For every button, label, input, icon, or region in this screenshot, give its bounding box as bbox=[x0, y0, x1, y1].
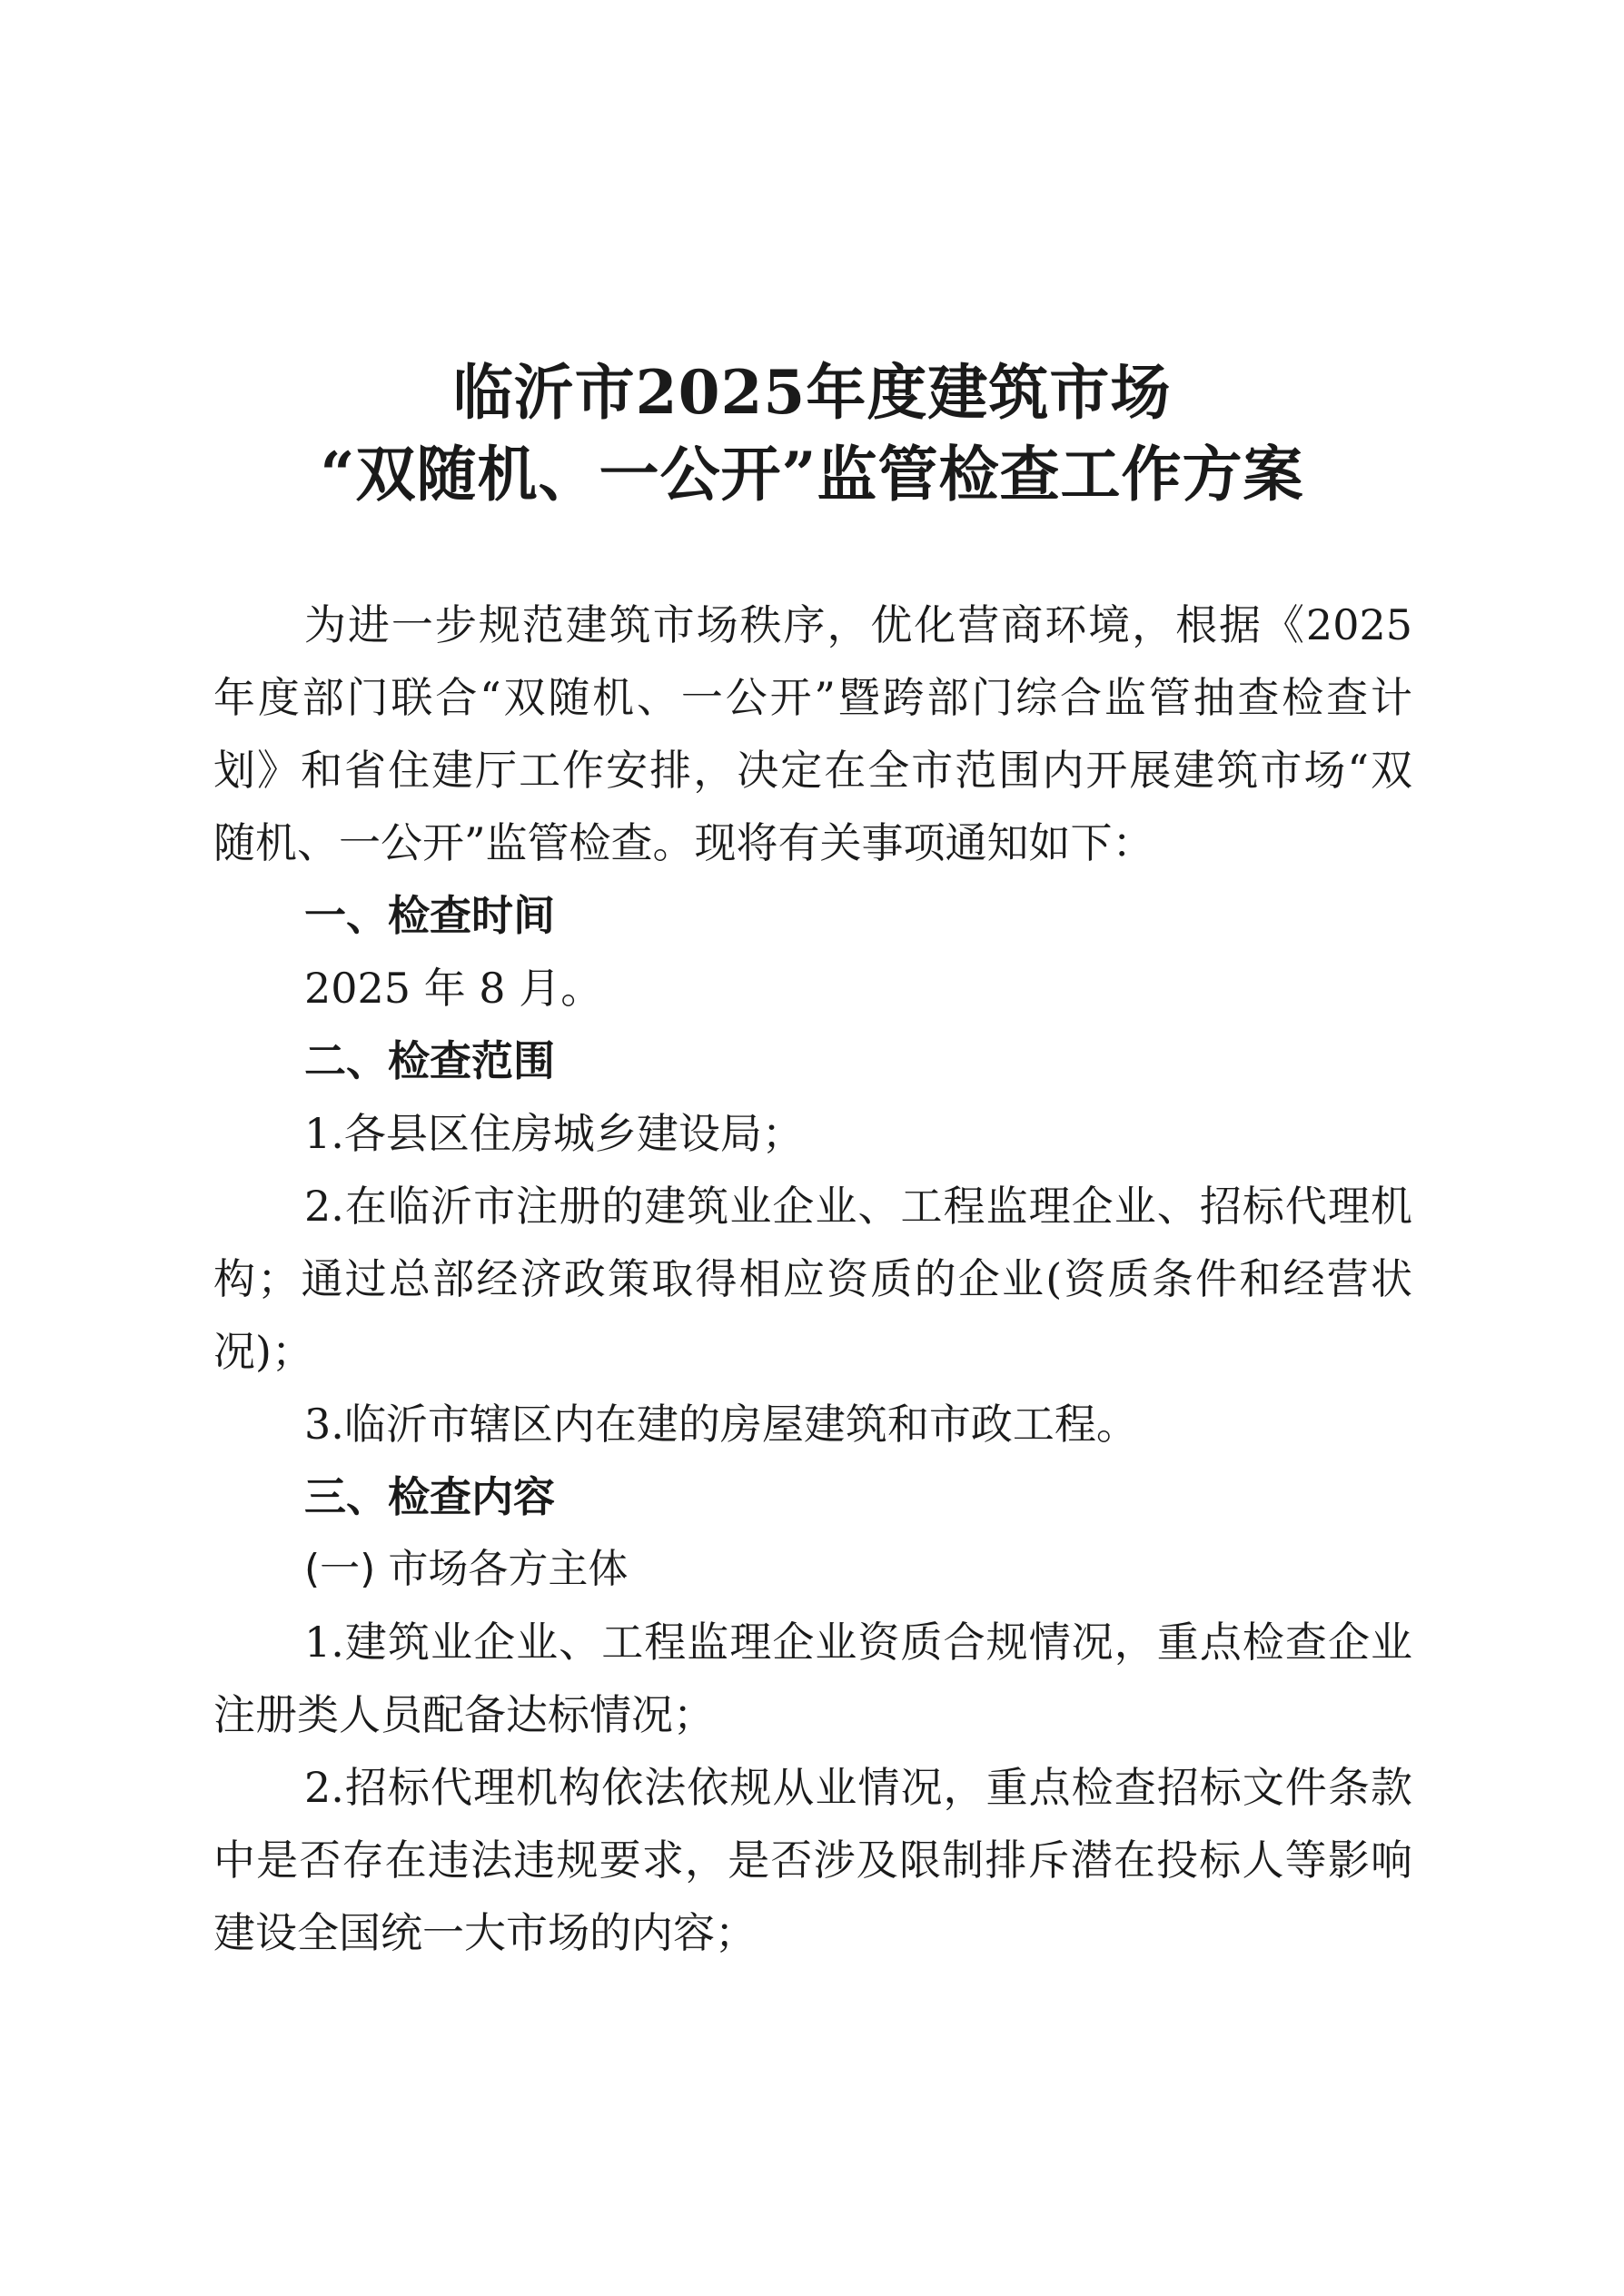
section-2-item-3: 3.临沂市辖区内在建的房屋建筑和市政工程。 bbox=[304, 1400, 1138, 1449]
intro-line-4: 随机、一公开”监管检查。现将有关事项通知如下： bbox=[213, 818, 1154, 867]
section-2-item-2-line-2: 构；通过总部经济政策取得相应资质的企业(资质条件和经营状 bbox=[213, 1254, 1412, 1303]
section-3-item-1-line-1: 1.建筑业企业、工程监理企业资质合规情况，重点检查企业 bbox=[304, 1618, 1412, 1667]
intro-line-1: 为进一步规范建筑市场秩序，优化营商环境，根据《2025 bbox=[304, 600, 1412, 649]
section-2-item-1: 1.各县区住房城乡建设局； bbox=[304, 1109, 804, 1158]
section-1-heading: 一、检查时间 bbox=[304, 891, 555, 940]
section-3-item-2-line-1: 2.招标代理机构依法依规从业情况，重点检查招标文件条款 bbox=[304, 1763, 1412, 1812]
intro-line-3: 划》和省住建厅工作安排，决定在全市范围内开展建筑市场“双 bbox=[213, 746, 1412, 795]
section-1-content: 2025 年 8 月。 bbox=[304, 964, 603, 1013]
section-2-item-2-line-1: 2.在临沂市注册的建筑业企业、工程监理企业、招标代理机 bbox=[304, 1182, 1412, 1231]
section-2-item-2-line-3: 况)； bbox=[213, 1327, 313, 1376]
section-3-heading: 三、检查内容 bbox=[304, 1472, 555, 1521]
section-3-item-2-line-3: 建设全国统一大市场的内容； bbox=[213, 1908, 757, 1957]
document-title-line-2: “双随机、一公开”监管检查工作方案 bbox=[320, 439, 1304, 510]
document-title-line-1: 临沂市2025年度建筑市场 bbox=[452, 357, 1172, 428]
section-2-heading: 二、检查范围 bbox=[304, 1036, 555, 1085]
section-3-item-2-line-2: 中是否存在违法违规要求，是否涉及限制排斥潜在投标人等影响 bbox=[213, 1836, 1412, 1885]
section-3-item-1-line-2: 注册类人员配备达标情况； bbox=[213, 1690, 715, 1739]
section-3-subheading: (一) 市场各方主体 bbox=[304, 1546, 629, 1592]
intro-line-2: 年度部门联合“双随机、一公开”暨跨部门综合监管抽查检查计 bbox=[213, 673, 1412, 722]
